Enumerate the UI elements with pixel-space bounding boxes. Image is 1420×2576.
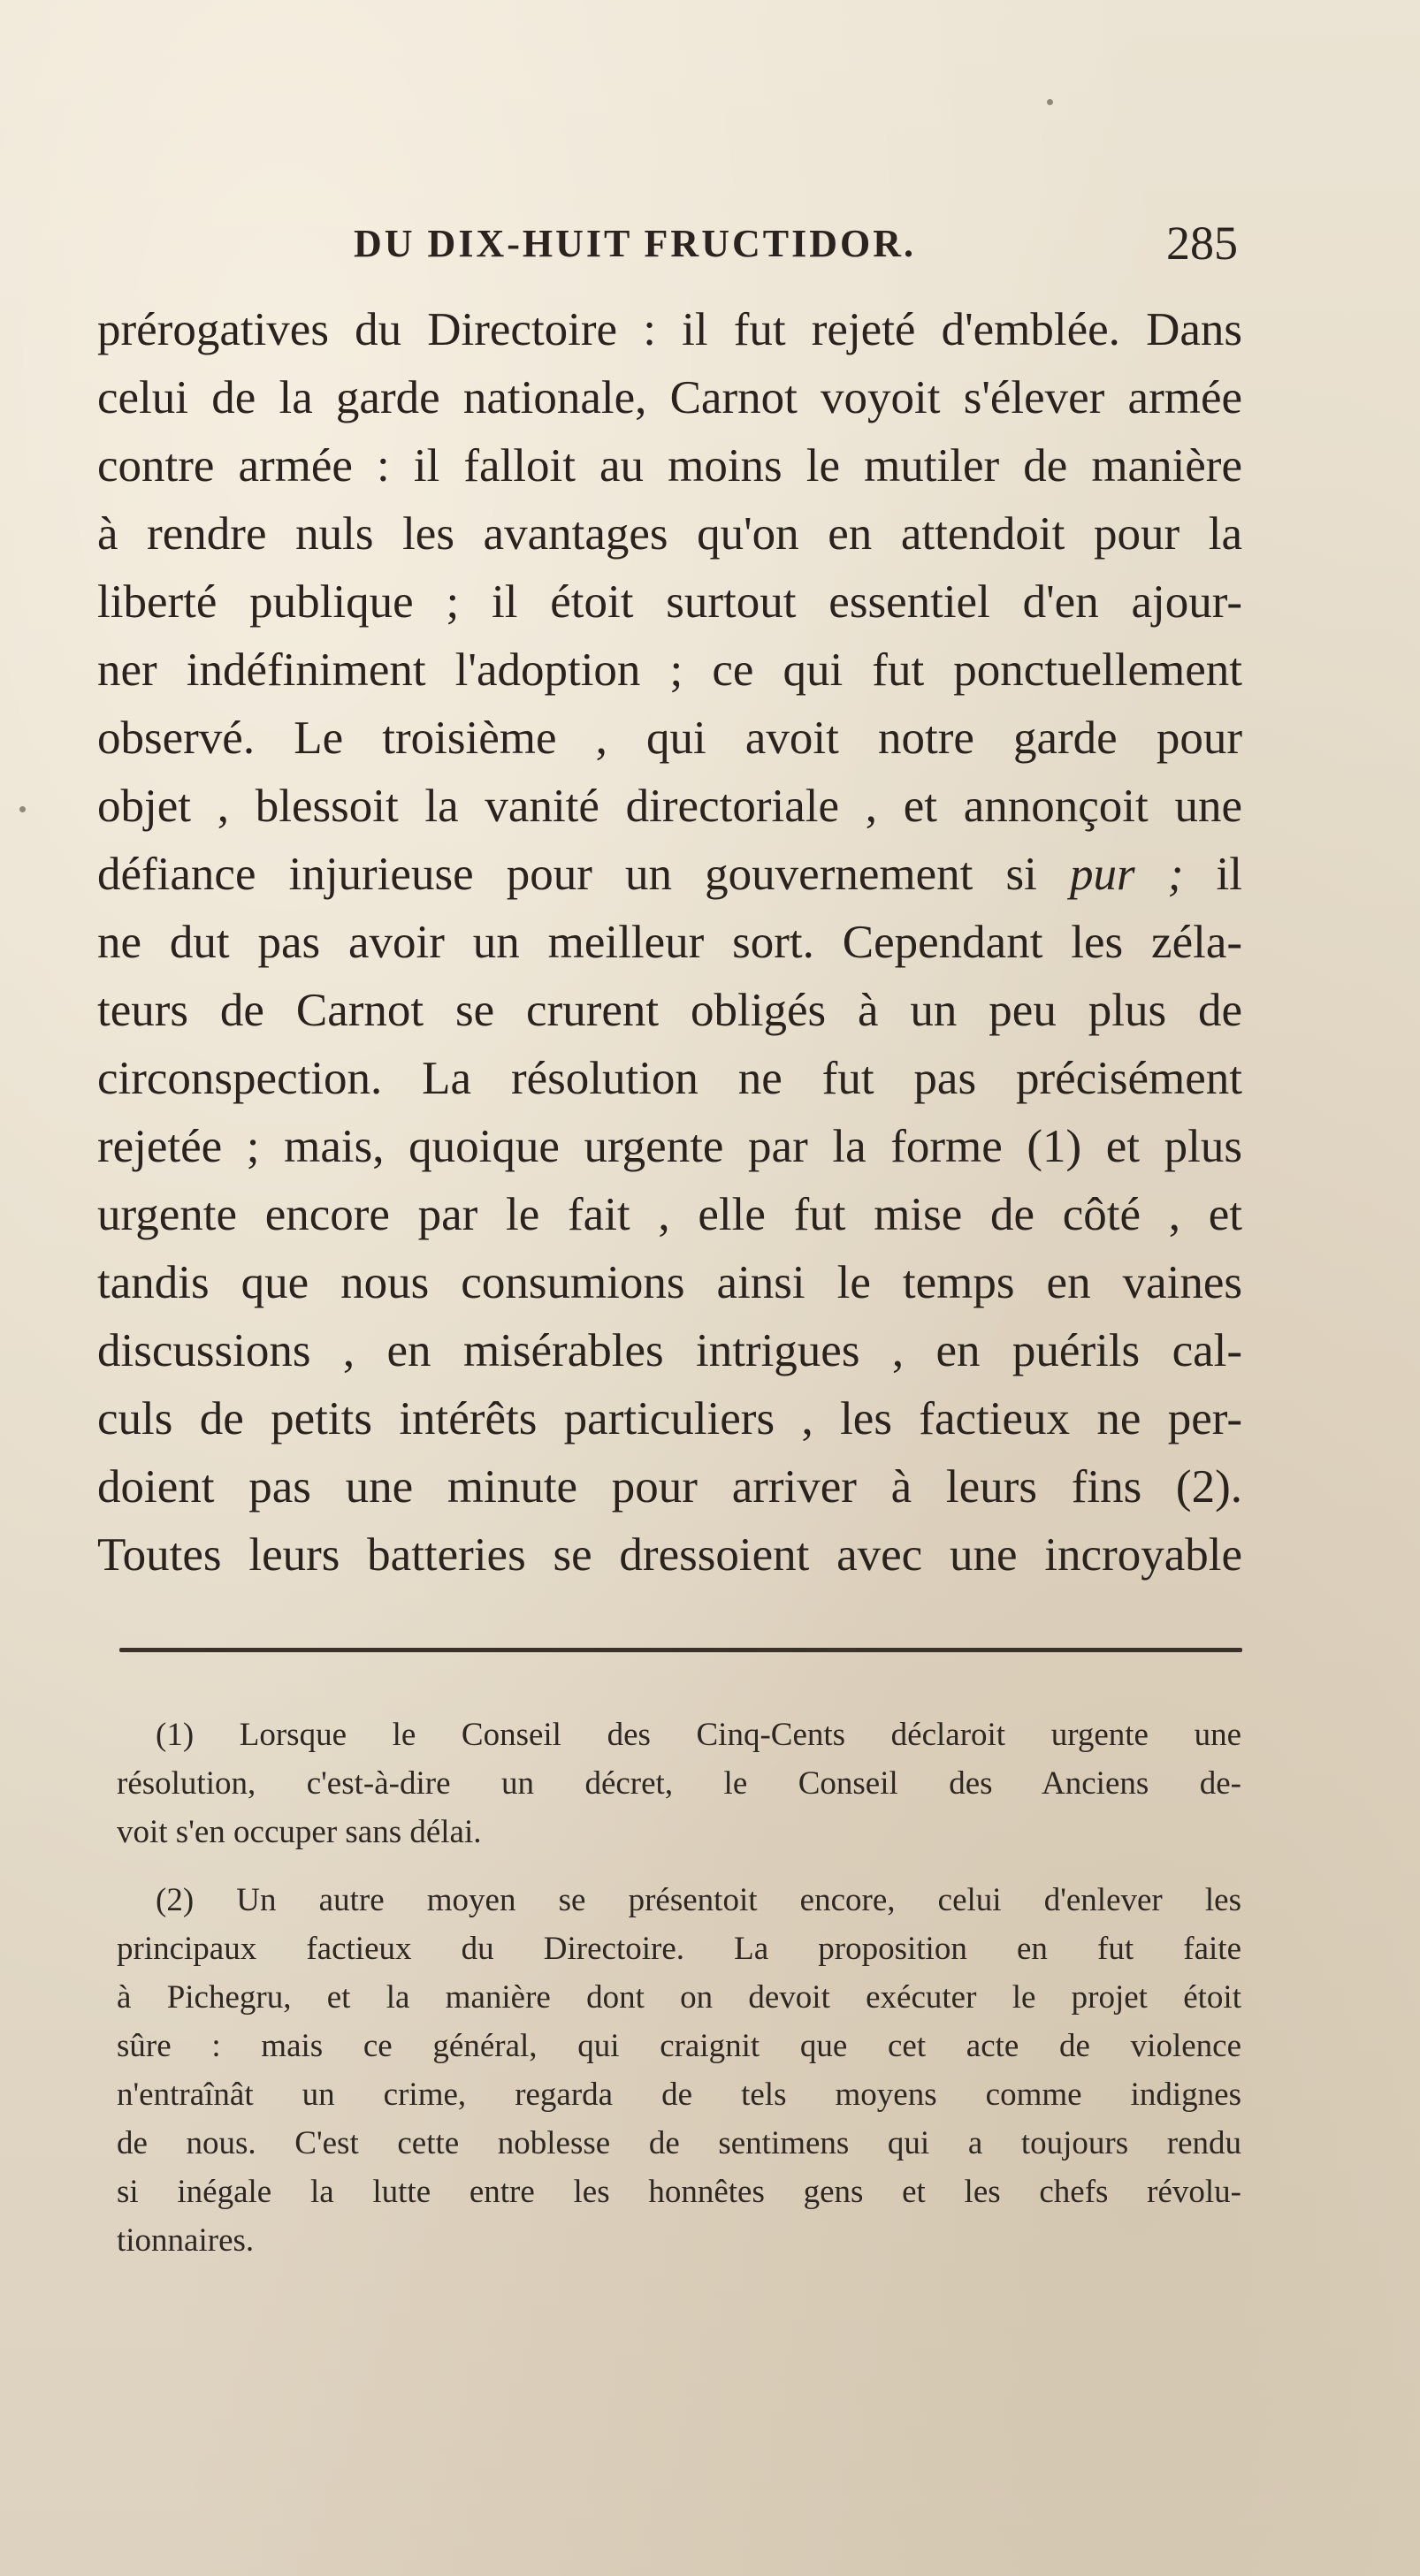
paper-speck [19, 806, 26, 812]
footnote-rule [119, 1648, 1242, 1652]
body-line: liberté publique ; il étoit surtout essentiel d'en ajour- [97, 576, 1242, 628]
body-line: Toutes leurs batteries se dressoient avec une incroyable [97, 1529, 1242, 1581]
footnote-line: résolution, c'est-à-dire un décret, le Conseil des Anciens de- [117, 1765, 1241, 1802]
body-line: tandis que nous consumions ainsi le temps en vaines [97, 1257, 1242, 1308]
body-line: doient pas une minute pour arriver à leurs fins (2). [97, 1461, 1242, 1513]
footnotes [117, 1711, 1241, 2284]
body-line: ner indéfiniment l'adoption ; ce qui fut ponctuellement [97, 644, 1242, 696]
body-line: contre armée : il falloit au moins le mutiler de manière [97, 440, 1242, 492]
italic-word: pur ; [1069, 849, 1184, 900]
body-line: culs de petits intérêts particuliers , les factieux ne per- [97, 1393, 1242, 1444]
footnote-line: à Pichegru, et la manière dont on devoit exécuter le projet étoit [117, 1979, 1241, 2016]
body-line: objet , blessoit la vanité directoriale , et annonçoit une [97, 781, 1242, 832]
body-line: ne dut pas avoir un meilleur sort. Cependant les zéla- [97, 917, 1242, 968]
footnote-line: principaux factieux du Directoire. La proposition en fut faite [117, 1931, 1241, 1967]
page-number: 285 [1166, 217, 1238, 270]
footnote-2 [117, 1876, 1241, 2265]
body-text [97, 296, 1242, 1589]
footnote-line: (1) Lorsque le Conseil des Cinq-Cents déclaroit urgente une [156, 1717, 1241, 1753]
footnote-line: si inégale la lutte entre les honnêtes gens et les chefs révolu- [117, 2174, 1241, 2210]
body-line: celui de la garde nationale, Carnot voyoit s'élever armée [97, 372, 1242, 423]
footnote-line: de nous. C'est cette noblesse de sentimens qui a toujours rendu [117, 2125, 1241, 2161]
footnote-line: voit s'en occuper sans délai. [117, 1814, 482, 1850]
body-line: défiance injurieuse pour un gouvernement si pur ; il [97, 849, 1242, 900]
body-line: observé. Le troisième , qui avoit notre garde pour [97, 713, 1242, 764]
running-head [97, 217, 1238, 283]
footnote-line: n'entraînât un crime, regarda de tels moyens comme indignes [117, 2077, 1241, 2113]
footnote-1 [117, 1711, 1241, 1856]
body-line: circonspection. La résolution ne fut pas précisément [97, 1053, 1242, 1104]
paper-speck [1047, 99, 1053, 105]
body-line: prérogatives du Directoire : il fut rejeté d'emblée. Dans [97, 304, 1242, 355]
body-line: discussions , en misérables intrigues , en puérils cal- [97, 1325, 1242, 1376]
footnote-line: (2) Un autre moyen se présentoit encore, celui d'enlever les [156, 1882, 1241, 1918]
body-line: à rendre nuls les avantages qu'on en attendoit pour la [97, 508, 1242, 560]
footnote-line: tionnaires. [117, 2222, 255, 2259]
body-line: rejetée ; mais, quoique urgente par la forme (1) et plus [97, 1121, 1242, 1172]
body-line: teurs de Carnot se crurent obligés à un peu plus de [97, 985, 1242, 1036]
body-line: urgente encore par le fait , elle fut mise de côté , et [97, 1189, 1242, 1240]
footnote-line: sûre : mais ce général, qui craignit que cet acte de violence [117, 2028, 1241, 2064]
running-head-title: DU DIX-HUIT FRUCTIDOR. [354, 222, 917, 265]
